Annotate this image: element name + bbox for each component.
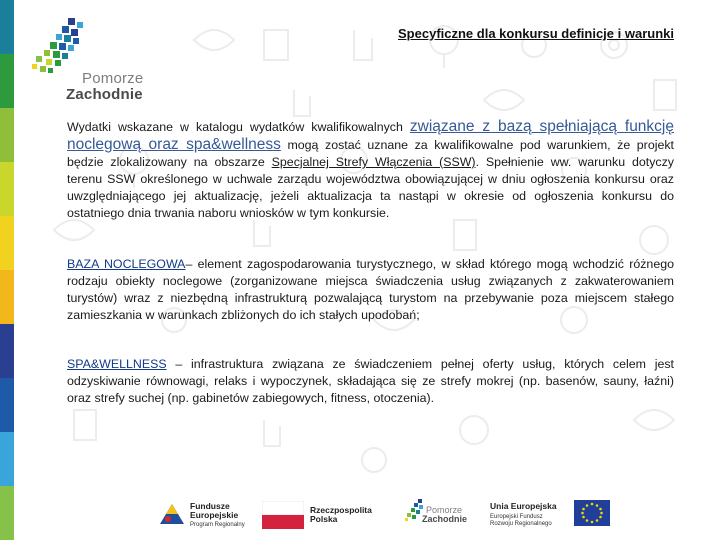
strip-segment: [0, 486, 14, 540]
p1-text-end: . Spełnienie ww. warunku dotyczy terenu SSW określonego w uchwale zarządu województwa obowiązującej w dniu ogłoszenia konkursu oraz uwzględniającego jej aktualizację, jeżeli aktualizacja ta nastąpi w okresie od ogłoszenia konkursu do ostatniego dnia trwania naboru wniosków w tym konkursie.: [67, 155, 675, 220]
unia-europejska-logo: [490, 492, 620, 538]
p2-definition: – element zagospodarowania turystycznego, w skład którego mogą wchodzić różnego rodzaju obiekty noclegowe (zorganizowane miejsca świadczenia usług związanych z zakwaterowaniem turystów) wraz z niezbędną infrastrukturą pozwalającą turystom na przebywanie poza miejscem stałego zamieszkania w warunkach zbliżonych do ich stałych upodobań;: [67, 257, 674, 322]
p1-text-intro: Wydatki wskazane w katalogu wydatków kwalifikowalnych: [67, 120, 410, 134]
pz-line2: Zachodnie: [422, 514, 468, 524]
sun-icon: [362, 448, 386, 472]
ue-line2: Europejski Fundusz: [490, 514, 543, 520]
leaf-icon: [484, 90, 524, 110]
strip-segment: [0, 216, 14, 270]
left-color-strip: [0, 0, 14, 540]
paragraph-eligibility: [67, 118, 674, 222]
logo-text-line1: Pomorze: [82, 70, 144, 87]
strip-segment: [0, 432, 14, 486]
pomorze-zachodnie-logo: [28, 16, 148, 106]
baza-noclegowa-term[interactable]: BAZA NOCLEGOWA: [67, 257, 186, 271]
rzeczpospolita-polska-logo: [262, 492, 382, 538]
paragraph-spa-wellness: [67, 356, 674, 407]
ue-line1: Unia Europejska: [490, 501, 557, 511]
logo-text-line2: Zachodnie: [66, 86, 143, 103]
pomorze-zachodnie-small-logo: [404, 492, 484, 538]
p3-definition: – infrastruktura związana ze świadczeniem pełnej oferty usług, których celem jest odzyskiwanie równowagi, relaks i wypoczynek, składająca się ze strefy mokrej (np. basenów, sauny, łaźni) oraz strefy suchej (np. gabinetów zabiegowych, fitness, otoczenia).: [67, 357, 674, 405]
building-icon: [654, 80, 676, 110]
building-icon: [74, 410, 96, 440]
building-icon: [454, 220, 476, 250]
ssw-term[interactable]: Specjalnej Strefy Włączenia (SSW): [271, 155, 476, 169]
paragraph-baza-noclegowa: [67, 256, 674, 324]
tree-icon: [640, 226, 668, 254]
building-icon: [264, 30, 288, 60]
fe-line1: Fundusze: [190, 501, 230, 511]
pz-line1: Pomorze: [426, 505, 463, 515]
strip-segment: [0, 324, 14, 378]
hand-icon: [354, 30, 372, 60]
fe-line2: Europejskie: [190, 510, 239, 520]
fe-line3: Program Regionalny: [190, 522, 245, 528]
leaf-icon: [634, 410, 674, 430]
rp-line2: Polska: [310, 514, 338, 524]
hand-icon: [254, 220, 270, 246]
leaf-icon: [54, 220, 94, 240]
rp-line1: Rzeczpospolita: [310, 505, 372, 515]
tree-icon: [460, 416, 488, 444]
p1-text-mid: mogą zostać uznane za kwalifikowalne pod warunkiem, że projekt będzie zlokalizowany na obszarze: [67, 138, 674, 169]
strip-segment: [0, 270, 14, 324]
p1-highlight-link[interactable]: związane z bazą spełniającą funkcję noclegową oraz spa&wellness: [67, 118, 674, 153]
fe-star-icon: [158, 500, 186, 528]
fundusze-europejskie-logo: [158, 492, 248, 538]
strip-segment: [0, 108, 14, 162]
polish-flag-icon: [262, 501, 304, 529]
leaf-icon: [194, 30, 234, 50]
strip-segment: [0, 378, 14, 432]
page-title: Specyficzne dla konkursu definicje i warunki: [398, 26, 674, 41]
footer-logos: [150, 492, 620, 538]
strip-segment: [0, 54, 14, 108]
strip-segment: [0, 162, 14, 216]
spa-wellness-term[interactable]: SPA&WELLNESS: [67, 357, 167, 371]
eu-flag-icon: [574, 500, 610, 526]
strip-segment: [0, 0, 14, 54]
ue-line3: Rozwoju Regionalnego: [490, 521, 552, 527]
hand-icon: [264, 420, 280, 446]
hand-icon: [294, 90, 310, 116]
logo-mosaic-icon: [28, 16, 88, 86]
